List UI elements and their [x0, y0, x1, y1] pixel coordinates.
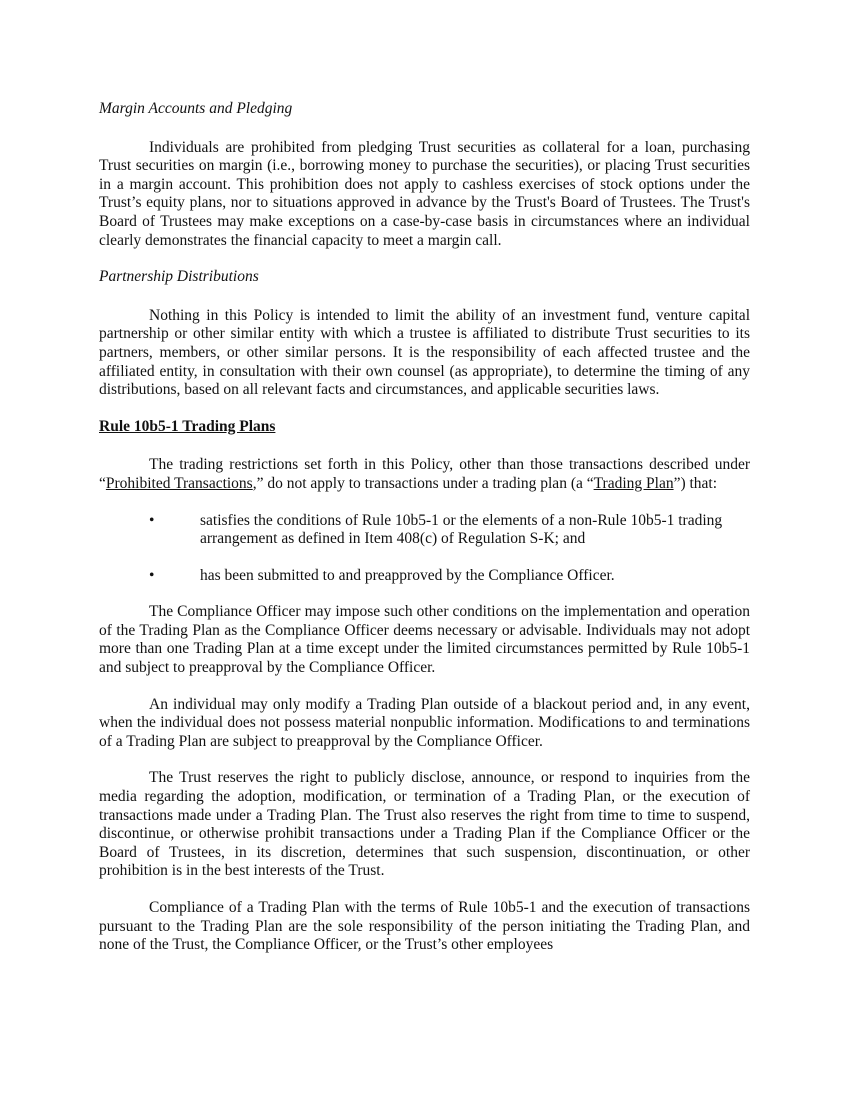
rule-intro-text-3: ”) that:: [673, 474, 718, 492]
rule-intro-text-2: ,” do not apply to transactions under a trading plan (a “: [252, 474, 594, 492]
margin-paragraph: Individuals are prohibited from pledging Trust securities as collateral for a loan, purchasing Trust securities on margin (i.e., borrowing money to purchase the securities), or placing Trust securities in a margin account. This prohibition does not apply to cashless exercises of stock options under the Trust’s equity plans, nor to situations approved in advance by the Trust's Board of Trustees. The Trust's Board of Trustees may make exceptions on a case-by-case basis in circumstances where an individual clearly demonstrates the financial capacity to meet a margin call.: [99, 138, 750, 249]
bullet-icon: •: [149, 566, 155, 584]
partnership-heading: Partnership Distributions: [99, 268, 259, 286]
list-item-text: has been submitted to and preapproved by the Compliance Officer.: [200, 566, 615, 584]
partnership-paragraph: Nothing in this Policy is intended to limit the ability of an investment fund, venture capital partnership or other similar entity with which a trustee is affiliated to distribute Trust securities to its partners, members, or other similar persons. It is the responsibility of each affected trustee and the affiliated entity, in consultation with their own counsel (as appropriate), to determine the timing of any distributions, based on all relevant facts and circumstances, and applicable securities laws.: [99, 306, 750, 399]
bullet-icon: •: [149, 511, 155, 529]
plan-modification-paragraph: An individual may only modify a Trading Plan outside of a blackout period and, in any event, when the individual does not possess material nonpublic information. Modifications to and terminations of a Trading Plan are subject to preapproval by the Compliance Officer.: [99, 695, 750, 750]
plan-compliance-paragraph: Compliance of a Trading Plan with the terms of Rule 10b5-1 and the execution of transactions pursuant to the Trading Plan are the sole responsibility of the person initiating the Trading Plan, and none of the Trust, the Compliance Officer, or the Trust’s other employees: [99, 899, 750, 954]
list-item: [99, 512, 750, 549]
list-item: [99, 567, 750, 586]
rule-10b5-1-heading: Rule 10b5-1 Trading Plans: [99, 417, 276, 435]
trading-plan-term: Trading Plan: [593, 474, 674, 492]
rule-intro-text-1: The trading restrictions set forth in this Policy, other than those transactions described under “: [99, 456, 750, 492]
compliance-officer-conditions-paragraph: The Compliance Officer may impose such other conditions on the implementation and operation of the Trading Plan as the Compliance Officer deems necessary or advisable. Individuals may not adopt more than one Trading Plan at a time except under the limited circumstances permitted by Rule 10b5-1 and subject to preapproval by the Compliance Officer.: [99, 603, 750, 677]
margin-heading: Margin Accounts and Pledging: [99, 100, 293, 117]
prohibited-transactions-term: Prohibited Transactions: [105, 474, 253, 492]
rule-intro-paragraph: [99, 456, 750, 493]
trust-disclosure-paragraph: The Trust reserves the right to publicly disclose, announce, or respond to inquiries from the media regarding the adoption, modification, or termination of a Trading Plan, or the execution of transactions made under a Trading Plan. The Trust also reserves the right from time to time to suspend, discontinue, or otherwise prohibit transactions under a Trading Plan if the Compliance Officer or the Board of Trustees, in its discretion, determines that such suspension, discontinuation, or other prohibition is in the best interests of the Trust.: [99, 769, 750, 880]
document-page: [99, 100, 750, 973]
trading-plan-conditions-list: [99, 512, 750, 586]
list-item-text: satisfies the conditions of Rule 10b5-1 or the elements of a non-Rule 10b5-1 trading arrangement as defined in Item 408(c) of Regulation S-K; and: [200, 511, 723, 548]
